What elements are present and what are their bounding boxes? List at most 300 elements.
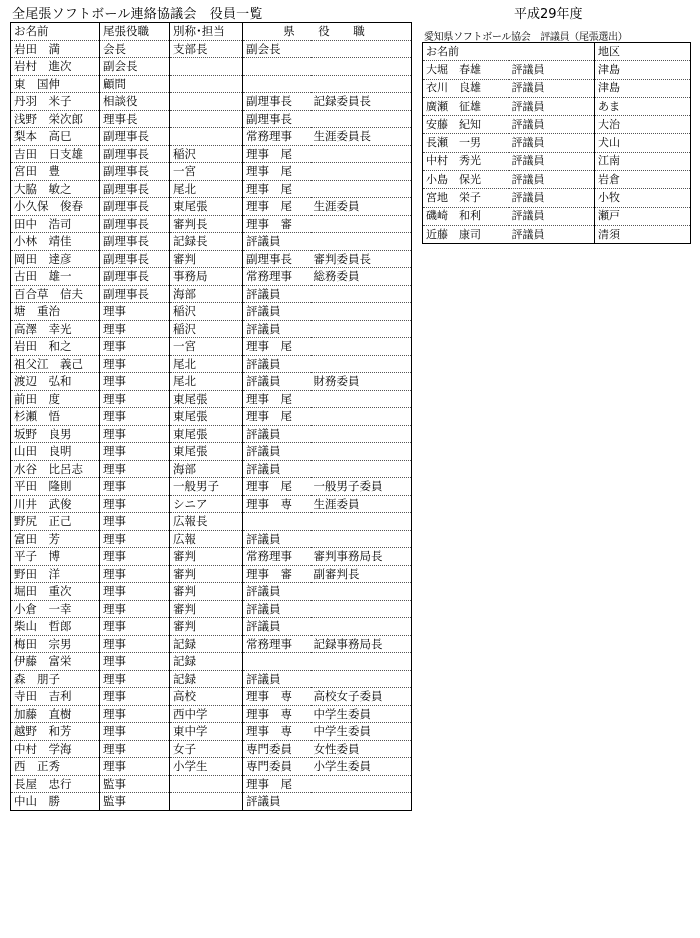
officer-alias: 審判: [170, 565, 243, 583]
officer-row: [11, 688, 412, 706]
officer-name: 塘 重治: [11, 303, 100, 321]
officer-pref-committee: [311, 775, 412, 793]
officer-pref-role: 副理事長: [243, 110, 311, 128]
officer-pref-committee: 総務委員: [311, 268, 412, 286]
officer-pref-committee: 高校女子委員: [311, 688, 412, 706]
councilor-area: 岩倉: [595, 171, 691, 189]
officer-owari-role: 理事: [100, 355, 170, 373]
councilor-role: 評議員: [509, 97, 595, 115]
officer-row: [11, 565, 412, 583]
officer-name: 高澤 幸光: [11, 320, 100, 338]
councilor-area: 津島: [595, 79, 691, 97]
officer-row: [11, 128, 412, 146]
officer-owari-role: 理事: [100, 705, 170, 723]
officer-pref-committee: [311, 163, 412, 181]
councilor-role: 評議員: [509, 152, 595, 170]
officer-alias: [170, 775, 243, 793]
officer-row: [11, 110, 412, 128]
officer-owari-role: 副理事長: [100, 163, 170, 181]
officer-pref-committee: [311, 320, 412, 338]
officer-alias: 女子: [170, 740, 243, 758]
officer-name: 杉瀬 悟: [11, 408, 100, 426]
officer-pref-role: 理事 尾: [243, 145, 311, 163]
officer-owari-role: 理事: [100, 495, 170, 513]
councilor-name: 衣川 良雄: [423, 79, 509, 97]
officer-alias: 審判長: [170, 215, 243, 233]
officer-pref-committee: [311, 530, 412, 548]
officer-name: 山田 良明: [11, 443, 100, 461]
officer-name: 伊藤 富栄: [11, 653, 100, 671]
officer-pref-committee: 審判事務局長: [311, 548, 412, 566]
officer-name: 吉田 日支雄: [11, 145, 100, 163]
officer-pref-role: 専門委員: [243, 758, 311, 776]
officer-row: [11, 355, 412, 373]
officer-owari-role: 理事: [100, 338, 170, 356]
councilor-row: [423, 171, 691, 189]
councilor-area: あま: [595, 97, 691, 115]
officer-name: 野田 洋: [11, 565, 100, 583]
officer-alias: 一宮: [170, 338, 243, 356]
officer-pref-role: [243, 513, 311, 531]
officer-owari-role: 理事: [100, 460, 170, 478]
officer-owari-role: 副理事長: [100, 268, 170, 286]
officer-alias: 東尾張: [170, 408, 243, 426]
councilor-name: 宮地 栄子: [423, 189, 509, 207]
officer-owari-role: 理事: [100, 618, 170, 636]
officer-alias: 審判: [170, 618, 243, 636]
header-owari-role: 尾張役職: [100, 23, 170, 41]
officer-name: 小久保 俊春: [11, 198, 100, 216]
officer-row: [11, 390, 412, 408]
officer-alias: 審判: [170, 250, 243, 268]
officer-pref-role: 評議員: [243, 443, 311, 461]
councilor-area: 小牧: [595, 189, 691, 207]
officer-owari-role: 理事: [100, 513, 170, 531]
officer-pref-role: 常務理事: [243, 548, 311, 566]
officer-pref-role: 評議員: [243, 793, 311, 811]
councilor-name: 大堀 春雄: [423, 61, 509, 79]
officer-name: 西 正秀: [11, 758, 100, 776]
officer-row: [11, 163, 412, 181]
officer-alias: 尾北: [170, 373, 243, 391]
officer-name: 野尻 正己: [11, 513, 100, 531]
officer-alias: [170, 110, 243, 128]
officer-alias: 稲沢: [170, 303, 243, 321]
officer-pref-role: 副理事長: [243, 93, 311, 111]
officer-alias: 審判: [170, 583, 243, 601]
officer-name: 加藤 直樹: [11, 705, 100, 723]
councilor-row: [423, 225, 691, 243]
officer-alias: 海部: [170, 285, 243, 303]
officer-alias: 一宮: [170, 163, 243, 181]
officer-pref-role: 理事 専: [243, 688, 311, 706]
officer-name: 中山 勝: [11, 793, 100, 811]
officer-name: 渡辺 弘和: [11, 373, 100, 391]
officer-name: 水谷 比呂志: [11, 460, 100, 478]
officer-name: 平田 隆則: [11, 478, 100, 496]
councilor-row: [423, 134, 691, 152]
officer-alias: 広報: [170, 530, 243, 548]
officer-pref-role: 評議員: [243, 618, 311, 636]
councilor-row: [423, 189, 691, 207]
officer-owari-role: 理事: [100, 600, 170, 618]
officer-pref-role: 理事 専: [243, 705, 311, 723]
officer-owari-role: 副会長: [100, 58, 170, 76]
officer-row: [11, 513, 412, 531]
officer-name: 小倉 一幸: [11, 600, 100, 618]
officer-pref-committee: 記録事務局長: [311, 635, 412, 653]
officer-alias: [170, 128, 243, 146]
officer-pref-role: 評議員: [243, 460, 311, 478]
officer-pref-committee: [311, 285, 412, 303]
officer-row: [11, 180, 412, 198]
officer-row: [11, 793, 412, 811]
officer-name: 前田 度: [11, 390, 100, 408]
officer-row: [11, 460, 412, 478]
officer-owari-role: 理事: [100, 373, 170, 391]
officer-alias: 東尾張: [170, 198, 243, 216]
councilors-table: [422, 42, 691, 244]
officer-owari-role: 副理事長: [100, 180, 170, 198]
officer-pref-committee: 女性委員: [311, 740, 412, 758]
officer-owari-role: 理事: [100, 758, 170, 776]
officer-row: [11, 268, 412, 286]
officer-owari-role: 理事: [100, 635, 170, 653]
councilor-row: [423, 79, 691, 97]
officer-owari-role: 理事: [100, 390, 170, 408]
officer-pref-committee: 一般男子委員: [311, 478, 412, 496]
officer-row: [11, 775, 412, 793]
officer-pref-committee: 審判委員長: [311, 250, 412, 268]
officer-pref-role: [243, 58, 311, 76]
officer-alias: [170, 75, 243, 93]
officer-owari-role: 理事: [100, 670, 170, 688]
officer-pref-role: 理事 尾: [243, 478, 311, 496]
officer-name: 浅野 栄次郎: [11, 110, 100, 128]
officer-pref-role: 理事 尾: [243, 390, 311, 408]
officer-alias: 尾北: [170, 355, 243, 373]
officer-owari-role: 理事: [100, 425, 170, 443]
officer-owari-role: 副理事長: [100, 215, 170, 233]
officer-row: [11, 740, 412, 758]
officer-row: [11, 653, 412, 671]
officers-header-row: [11, 23, 412, 41]
officer-owari-role: 理事: [100, 653, 170, 671]
officer-name: 梅田 宗男: [11, 635, 100, 653]
officer-pref-role: 評議員: [243, 425, 311, 443]
officer-pref-committee: 生涯委員長: [311, 128, 412, 146]
officer-owari-role: 相談役: [100, 93, 170, 111]
officer-row: [11, 495, 412, 513]
officer-name: 堀田 重次: [11, 583, 100, 601]
officer-row: [11, 670, 412, 688]
councilor-role: 評議員: [509, 61, 595, 79]
officer-pref-committee: 生涯委員: [311, 495, 412, 513]
fiscal-year: 平成29年度: [514, 7, 583, 22]
officer-pref-role: [243, 75, 311, 93]
officer-pref-committee: [311, 460, 412, 478]
officer-pref-committee: [311, 215, 412, 233]
officer-name: 寺田 吉利: [11, 688, 100, 706]
officer-owari-role: 理事: [100, 443, 170, 461]
officer-pref-committee: 中学生委員: [311, 723, 412, 741]
officer-row: [11, 600, 412, 618]
officer-owari-role: 顧問: [100, 75, 170, 93]
officer-row: [11, 530, 412, 548]
officer-row: [11, 233, 412, 251]
councilor-name: 磯崎 和利: [423, 207, 509, 225]
officer-name: 東 国伸: [11, 75, 100, 93]
councilor-row: [423, 152, 691, 170]
officer-alias: 広報長: [170, 513, 243, 531]
officer-owari-role: 監事: [100, 793, 170, 811]
officer-pref-role: 評議員: [243, 233, 311, 251]
councilor-row: [423, 207, 691, 225]
officer-pref-role: 理事 尾: [243, 338, 311, 356]
officer-pref-role: 理事 審: [243, 565, 311, 583]
councilor-area: 犬山: [595, 134, 691, 152]
officer-row: [11, 40, 412, 58]
officer-pref-role: 常務理事: [243, 635, 311, 653]
officer-pref-committee: [311, 408, 412, 426]
officer-pref-committee: 財務委員: [311, 373, 412, 391]
officer-pref-committee: [311, 390, 412, 408]
officer-name: 柴山 哲郎: [11, 618, 100, 636]
officer-name: 田中 浩司: [11, 215, 100, 233]
officer-pref-committee: [311, 793, 412, 811]
officer-pref-role: 評議員: [243, 320, 311, 338]
officer-row: [11, 58, 412, 76]
officer-owari-role: 理事: [100, 583, 170, 601]
officer-owari-role: 理事: [100, 408, 170, 426]
councilor-role: 評議員: [509, 189, 595, 207]
officer-owari-role: 理事: [100, 320, 170, 338]
officer-pref-role: 評議員: [243, 355, 311, 373]
officer-row: [11, 478, 412, 496]
officer-alias: 審判: [170, 548, 243, 566]
officer-pref-role: 理事 尾: [243, 198, 311, 216]
officer-alias: 記録長: [170, 233, 243, 251]
officer-owari-role: 理事: [100, 740, 170, 758]
officer-pref-committee: [311, 40, 412, 58]
officer-pref-committee: 生涯委員: [311, 198, 412, 216]
officer-row: [11, 705, 412, 723]
officer-owari-role: 副理事長: [100, 198, 170, 216]
councilor-row: [423, 116, 691, 134]
header-alias: 別称･担当: [170, 23, 243, 41]
officer-row: [11, 198, 412, 216]
officer-pref-role: 評議員: [243, 583, 311, 601]
officer-owari-role: 監事: [100, 775, 170, 793]
officer-owari-role: 理事: [100, 530, 170, 548]
councilor-role: 評議員: [511, 227, 545, 241]
officer-alias: [170, 793, 243, 811]
officer-name: 岩田 満: [11, 40, 100, 58]
header-pref-role: 県 役 職: [243, 23, 412, 41]
officer-owari-role: 副理事長: [100, 128, 170, 146]
officer-pref-role: 副理事長: [243, 250, 311, 268]
officer-alias: 東尾張: [170, 425, 243, 443]
councilor-name: 廣瀬 征雄: [423, 97, 509, 115]
officer-name: 川井 武俊: [11, 495, 100, 513]
officer-pref-role: 評議員: [243, 373, 311, 391]
officer-owari-role: 会長: [100, 40, 170, 58]
officer-alias: 支部長: [170, 40, 243, 58]
officer-alias: 小学生: [170, 758, 243, 776]
officer-row: [11, 303, 412, 321]
councilors-header-row: [423, 43, 691, 61]
officer-pref-committee: [311, 443, 412, 461]
officer-name: 岩田 和之: [11, 338, 100, 356]
officer-alias: 東中学: [170, 723, 243, 741]
officer-row: [11, 425, 412, 443]
officer-row: [11, 635, 412, 653]
officer-alias: 事務局: [170, 268, 243, 286]
officer-pref-committee: [311, 618, 412, 636]
officer-name: 大脇 敏之: [11, 180, 100, 198]
officer-alias: 東尾張: [170, 390, 243, 408]
officer-owari-role: 理事: [100, 688, 170, 706]
councilor-role: 評議員: [509, 79, 595, 97]
officer-pref-role: 副会長: [243, 40, 311, 58]
officer-pref-committee: [311, 653, 412, 671]
councilor-area: 清須: [595, 225, 691, 243]
councilor-role: 評議員: [509, 116, 595, 134]
officer-owari-role: 副理事長: [100, 250, 170, 268]
officer-row: [11, 583, 412, 601]
officer-pref-committee: [311, 670, 412, 688]
officer-name: 小林 靖佳: [11, 233, 100, 251]
officer-row: [11, 408, 412, 426]
officer-row: [11, 618, 412, 636]
councilor-role: 評議員: [509, 207, 595, 225]
officer-row: [11, 285, 412, 303]
header-blank: [509, 43, 595, 61]
officer-row: [11, 548, 412, 566]
officer-owari-role: 理事: [100, 478, 170, 496]
officer-pref-role: 評議員: [243, 530, 311, 548]
officer-pref-committee: 中学生委員: [311, 705, 412, 723]
councilor-name: 安藤 紀知: [423, 116, 509, 134]
officer-alias: 記録: [170, 653, 243, 671]
officer-pref-role: 常務理事: [243, 128, 311, 146]
officer-name: 丹羽 米子: [11, 93, 100, 111]
header-area: 地区: [595, 43, 691, 61]
side-table-subtitle: 愛知県ソフトボール協会 評議員（尾張選出）: [424, 32, 628, 43]
officer-row: [11, 320, 412, 338]
officer-pref-committee: [311, 145, 412, 163]
officer-alias: 尾北: [170, 180, 243, 198]
officer-row: [11, 250, 412, 268]
councilor-area: 大治: [595, 116, 691, 134]
officer-pref-committee: 副審判長: [311, 565, 412, 583]
officer-alias: [170, 58, 243, 76]
councilor-name: 中村 秀光: [423, 152, 509, 170]
officer-pref-role: 理事 尾: [243, 180, 311, 198]
officer-owari-role: 副理事長: [100, 233, 170, 251]
officer-alias: 高校: [170, 688, 243, 706]
councilor-area: 瀬戸: [595, 207, 691, 225]
officer-owari-role: 理事: [100, 723, 170, 741]
officer-pref-role: 理事 尾: [243, 163, 311, 181]
councilor-name: 長瀬 一男: [423, 134, 509, 152]
officer-row: [11, 93, 412, 111]
officer-pref-role: 理事 尾: [243, 775, 311, 793]
officer-pref-committee: [311, 425, 412, 443]
officer-alias: [170, 93, 243, 111]
officer-name: 百合草 信夫: [11, 285, 100, 303]
councilor-area: 江南: [595, 152, 691, 170]
officer-pref-committee: [311, 338, 412, 356]
officer-name: 祖父江 義己: [11, 355, 100, 373]
councilor-area: 津島: [595, 61, 691, 79]
officer-pref-committee: [311, 110, 412, 128]
header-name: お名前: [423, 43, 509, 61]
councilor-row: [423, 61, 691, 79]
officer-pref-committee: [311, 75, 412, 93]
officer-alias: 記録: [170, 635, 243, 653]
officer-row: [11, 758, 412, 776]
officer-owari-role: 理事: [100, 303, 170, 321]
officer-row: [11, 215, 412, 233]
councilor-role: 評議員: [509, 171, 595, 189]
officer-name: 平子 博: [11, 548, 100, 566]
officer-alias: 稲沢: [170, 320, 243, 338]
document-title: 全尾張ソフトボール連絡協議会 役員一覧: [12, 7, 263, 22]
officer-name: 中村 学海: [11, 740, 100, 758]
officer-owari-role: 理事長: [100, 110, 170, 128]
officers-table: [10, 22, 412, 811]
officer-pref-role: 理事 尾: [243, 408, 311, 426]
officer-pref-role: 専門委員: [243, 740, 311, 758]
officer-pref-role: 理事 審: [243, 215, 311, 233]
councilor-name: 小島 保光: [423, 171, 509, 189]
officer-alias: 東尾張: [170, 443, 243, 461]
officer-pref-committee: [311, 233, 412, 251]
officer-row: [11, 145, 412, 163]
councilor-row: [423, 97, 691, 115]
officer-owari-role: 理事: [100, 565, 170, 583]
officer-row: [11, 373, 412, 391]
councilor-role: 評議員: [509, 134, 595, 152]
officer-pref-role: 理事 専: [243, 723, 311, 741]
officer-pref-role: [243, 653, 311, 671]
officer-name: 森 朋子: [11, 670, 100, 688]
officer-pref-role: 評議員: [243, 600, 311, 618]
officer-name: 岩村 進次: [11, 58, 100, 76]
officer-alias: 西中学: [170, 705, 243, 723]
header-name: お名前: [11, 23, 100, 41]
officer-pref-committee: 記録委員長: [311, 93, 412, 111]
officer-pref-role: 常務理事: [243, 268, 311, 286]
officer-alias: 審判: [170, 600, 243, 618]
officer-alias: 海部: [170, 460, 243, 478]
officer-pref-committee: [311, 58, 412, 76]
officer-name: 宮田 豊: [11, 163, 100, 181]
officer-pref-role: 評議員: [243, 303, 311, 321]
officer-owari-role: 副理事長: [100, 285, 170, 303]
officer-alias: 記録: [170, 670, 243, 688]
officer-row: [11, 723, 412, 741]
officer-pref-committee: [311, 600, 412, 618]
officer-alias: シニア: [170, 495, 243, 513]
officer-pref-role: 理事 専: [243, 495, 311, 513]
officer-row: [11, 75, 412, 93]
officer-pref-committee: 小学生委員: [311, 758, 412, 776]
officer-pref-committee: [311, 303, 412, 321]
officer-pref-committee: [311, 583, 412, 601]
officer-pref-committee: [311, 180, 412, 198]
